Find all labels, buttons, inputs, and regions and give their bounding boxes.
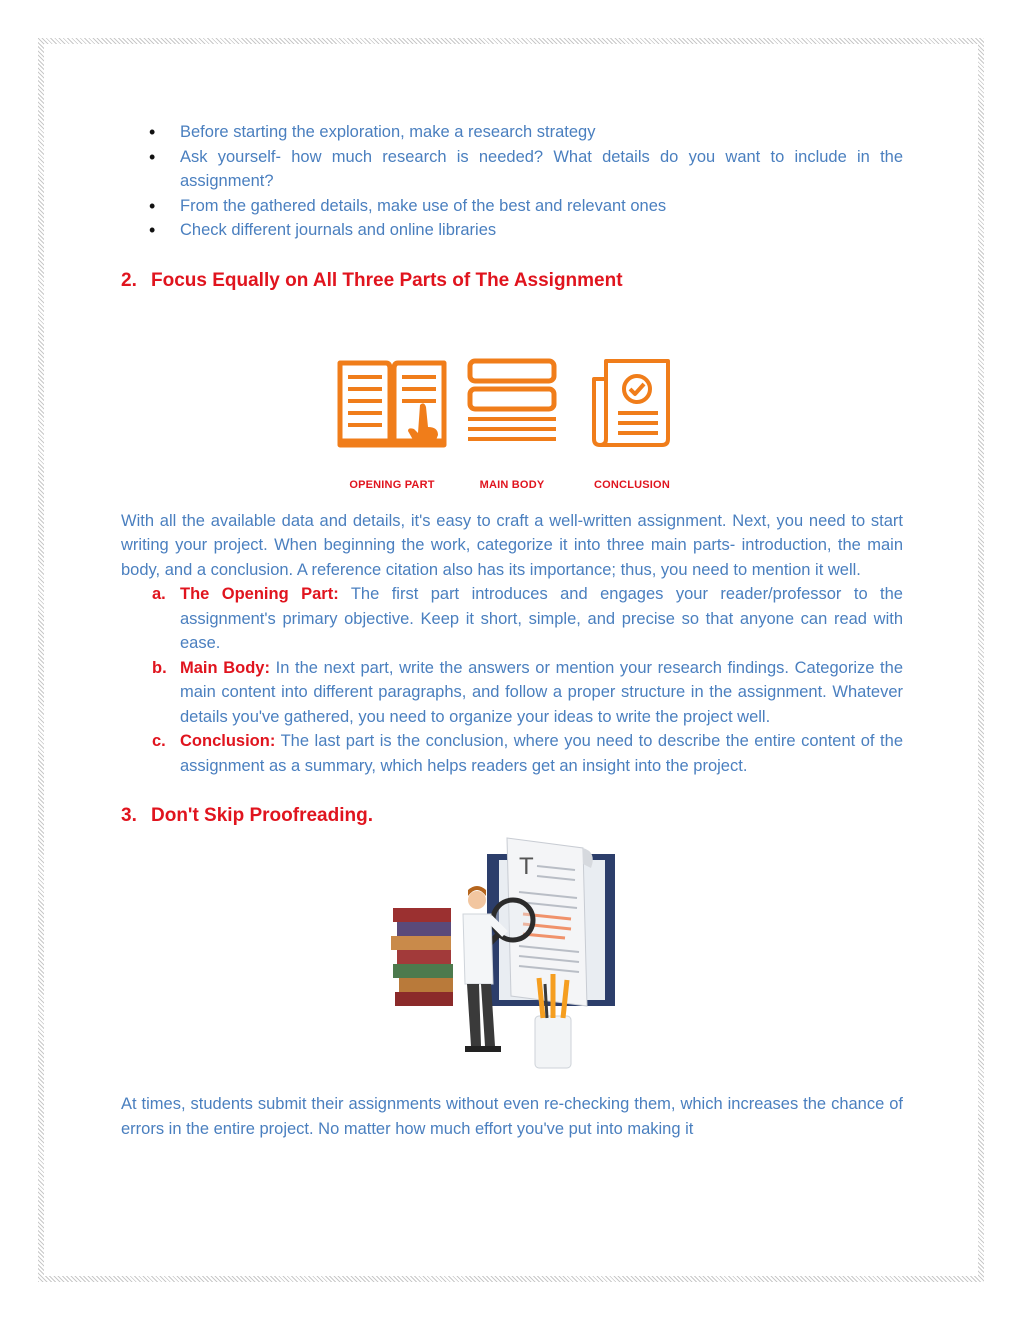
item-marker: c. bbox=[152, 732, 166, 750]
document-lines-icon bbox=[466, 357, 558, 449]
proofreading-illustration bbox=[387, 834, 637, 1080]
checked-document-icon bbox=[592, 357, 672, 449]
item-marker: a. bbox=[152, 585, 166, 603]
section-number: 3. bbox=[121, 805, 137, 826]
section-2-heading bbox=[121, 269, 903, 293]
icons-row bbox=[121, 357, 903, 493]
document-content bbox=[121, 120, 903, 1141]
open-book-icon bbox=[336, 357, 448, 449]
section-3-text: At times, students submit their assignments without even re-checking them, which increases the chance of errors in the entire project. No matter how much effort you've put into making it bbox=[121, 1095, 903, 1138]
list-item bbox=[121, 582, 903, 656]
three-parts-figure bbox=[121, 357, 903, 497]
list-item bbox=[121, 656, 903, 730]
item-text: The first part introduces and engages your reader/professor to the assignment's primary objective. Keep it short, simple, and precise so that anyone can read with ease. bbox=[180, 585, 903, 652]
list-item: • Before starting the exploration, make a research strategy bbox=[121, 120, 903, 145]
icon-label: OPENING PART bbox=[349, 479, 435, 491]
item-term: Conclusion: bbox=[180, 732, 276, 750]
svg-text:T: T bbox=[519, 853, 534, 880]
section-3-heading bbox=[121, 804, 903, 828]
section-title: Focus Equally on All Three Parts of The Assignment bbox=[151, 269, 623, 291]
list-item bbox=[121, 729, 903, 778]
section-2-intro: With all the available data and details, it's easy to craft a well-written assignment. Next, you need to start writing your project. When beginning the work, categorize it into three main parts- introduction, the main body, and a conclusion. A reference citation also has its importance; thus, you need to mention it well. bbox=[121, 511, 903, 579]
icon-label: MAIN BODY bbox=[479, 479, 545, 491]
icon-label: CONCLUSION bbox=[594, 479, 670, 491]
item-text: The last part is the conclusion, where you need to describe the entire content of the assignment as a summary, which helps readers get an insight into the project. bbox=[180, 732, 903, 775]
item-term: Main Body: bbox=[180, 658, 270, 677]
main-body-item bbox=[452, 357, 572, 493]
section-title: Don't Skip Proofreading. bbox=[151, 805, 373, 826]
book-stack bbox=[391, 908, 453, 1006]
proofreading-figure bbox=[121, 834, 903, 1082]
opening-part-item bbox=[332, 357, 452, 493]
conclusion-item bbox=[572, 357, 692, 493]
item-text: In the next part, write the answers or mention your research findings. Categorize the main content into different paragraphs, and follow a proper structure in the assignment. Whatever details you've gathered, you need to organize your ideas to write the project well. bbox=[180, 658, 903, 726]
section-number: 2. bbox=[121, 269, 137, 291]
item-term: The Opening Part: bbox=[180, 585, 339, 603]
assignment-parts-list bbox=[121, 582, 903, 778]
list-item: • Ask yourself- how much research is needed? What details do you want to include in the assignment? bbox=[121, 145, 903, 194]
research-tips-list bbox=[121, 120, 903, 243]
item-marker: b. bbox=[152, 658, 167, 677]
list-item: • Check different journals and online libraries bbox=[121, 218, 903, 243]
list-item: • From the gathered details, make use of the best and relevant ones bbox=[121, 194, 903, 219]
